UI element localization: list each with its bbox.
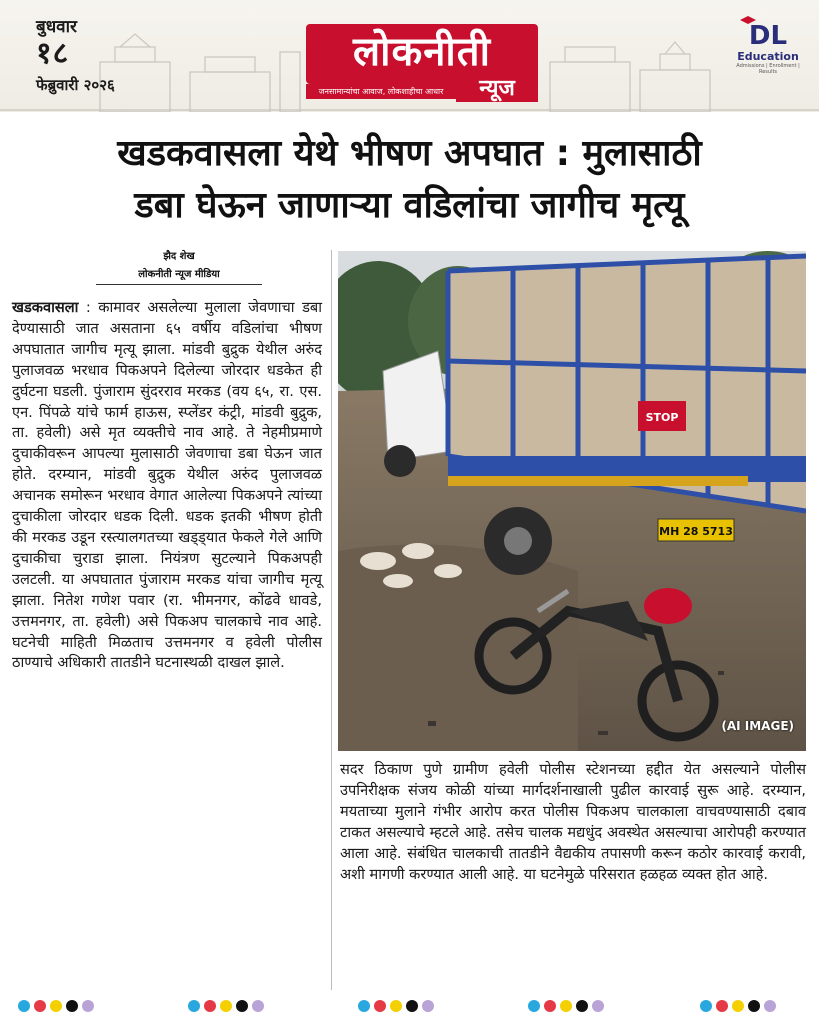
color-dot xyxy=(252,1000,264,1012)
color-dot xyxy=(358,1000,370,1012)
color-dot xyxy=(576,1000,588,1012)
headline-line-2: डबा घेऊन जाणाऱ्या वडिलांचा जागीच मृत्यू xyxy=(134,185,685,226)
issue-weekday: बुधवार xyxy=(36,17,77,37)
color-dot xyxy=(204,1000,216,1012)
color-dot xyxy=(374,1000,386,1012)
color-dot xyxy=(748,1000,760,1012)
brand-title: लोकनीती xyxy=(353,29,491,75)
color-dot xyxy=(18,1000,30,1012)
issue-date xyxy=(36,14,115,95)
color-dot xyxy=(422,1000,434,1012)
color-dot xyxy=(406,1000,418,1012)
color-dot xyxy=(544,1000,556,1012)
color-dot xyxy=(560,1000,572,1012)
color-dots-1 xyxy=(18,1000,94,1014)
article-headline xyxy=(0,128,819,232)
color-dot xyxy=(34,1000,46,1012)
color-dot xyxy=(66,1000,78,1012)
article-body-left xyxy=(12,298,322,674)
color-dots-2 xyxy=(188,1000,264,1014)
color-dot xyxy=(732,1000,744,1012)
color-dot xyxy=(82,1000,94,1012)
issue-month-year: फेब्रुवारी २०२६ xyxy=(36,76,115,94)
color-dot xyxy=(528,1000,540,1012)
accident-photo xyxy=(338,251,806,751)
color-dot xyxy=(390,1000,402,1012)
article-body-bottom: सदर ठिकाण पुणे ग्रामीण हवेली पोलीस स्टेशनच्या हद्दीत येत असल्याने पोलीस उपनिरीक्षक संजय कोळी यांच्या मार्गदर्शनाखाली पुढील कारवाई सुरू आहे. दरम्यान, मयताच्या मुलाने गंभीर आरोप करत पोलीस पिकअप चालकाला वाचवण्यासाठी दबाव टाकत असल्याचे म्हटले आहे. तसेच चालक मद्यधुंद अवस्थेत असल्याचा आरोपही करण्यात आला आहे. संबंधित चालकाची तातडीने वैद्यकीय तपासणी करून कठोर कारवाई करावी, अशी मागणी करण्यात आली आहे. या घटनेमुळे परिसरात हळहळ व्यक्त होत आहे. xyxy=(340,761,806,883)
body-left-text: : कामावर असलेल्या मुलाला जेवणाचा डबा देण्यासाठी जात असताना ६५ वर्षीय वडिलांचा भीषण अपघातात जागीच मृत्यू झाला. मांडवी बुद्रुक येथील अरुंद पुलाजवळ भरधाव पिकअपने दिलेल्या जोरदार धडकेत ही दुर्घटना घडली. पुंजाराम सुंदरराव मरकड (वय ६५, रा. एस. एन. पिंपळे यांचे फार्म हाऊस, स्प्लेंडर कंट्री, मांडवी बुद्रुक, ता. हवेली) असे मृत व्यक्तीचे नाव आहे. ते नेहमीप्रमाणे दुचाकीवरून आपल्या मुलासाठी जेवणाचा डबा घेऊन जात होते. दरम्यान, मांडवी बुद्रुक येथील अरुंद पुलाजवळ अचानक समोरून भरधाव वेगात आलेल्या पिकअपने त्यांच्या दुचाकीला जोरदार धडक दिली. धडक इतकी भीषण होती की मरकड उडून रस्त्यालगतच्या खड्ड्यात फेकले गेले आणि दुचाकीचा चुराडा झाला. नियंत्रण सुटल्याने पिकअपही उलटली. या अपघातात पुंजाराम मरकड यांचा जागीच मृत्यू झाला. नितेश गणेश पवार (रा. भीमनगर, कोंढवे धावडे, उत्तमनगर, ता. हवेली) असे पिकअप चालकाचे नाव आहे. घटनेची माहिती मिळताच उत्तमनगर व हवेली पोलीस ठाण्याचे अधिकारी तातडीने घटनास्थळी दाखल झाले. xyxy=(12,299,322,672)
color-dots-5 xyxy=(700,1000,776,1014)
license-plate: MH 28 5713 xyxy=(659,525,733,538)
color-dot xyxy=(764,1000,776,1012)
byline xyxy=(96,248,262,285)
color-dot xyxy=(50,1000,62,1012)
headline-line-1: खडकवासला येथे भीषण अपघात : मुलासाठी xyxy=(117,133,702,174)
dl-name: Education xyxy=(737,50,799,63)
color-dot xyxy=(188,1000,200,1012)
dl-mark: DL xyxy=(748,21,788,51)
color-dot xyxy=(220,1000,232,1012)
column-divider xyxy=(331,250,332,990)
ai-image-label: (AI IMAGE) xyxy=(721,719,794,733)
color-dots-3 xyxy=(358,1000,434,1014)
color-dot xyxy=(716,1000,728,1012)
brand-tagline: जनसामान्यांचा आवाज, लोकशाहीचा आधार xyxy=(306,84,456,99)
dl-tagline: Admissions | Enrollment | Results xyxy=(736,63,800,75)
accident-scene-illustration xyxy=(338,251,806,751)
author-name: झैद शेख xyxy=(163,251,195,262)
issue-day-number: १८ xyxy=(36,36,70,71)
brand-subtitle: न्यूज xyxy=(456,76,538,102)
color-dots-4 xyxy=(528,1000,604,1014)
graduation-cap-icon xyxy=(740,16,756,26)
stop-sign: STOP xyxy=(645,411,679,424)
dateline: खडकवासला xyxy=(12,299,79,316)
color-dot xyxy=(592,1000,604,1012)
dl-education-logo xyxy=(728,22,808,75)
masthead xyxy=(0,0,819,112)
color-dot xyxy=(236,1000,248,1012)
color-dot xyxy=(700,1000,712,1012)
author-organization: लोकनीती न्यूज मीडिया xyxy=(96,266,262,285)
lokniti-news-logo xyxy=(306,6,538,104)
